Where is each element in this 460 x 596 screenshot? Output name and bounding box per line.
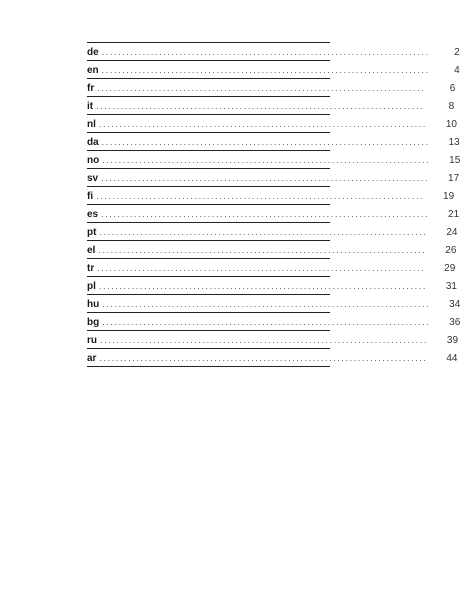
page-number: 6 [449, 83, 456, 94]
dot-leader: ................................................................................ [98, 281, 427, 291]
language-code: en [87, 65, 99, 76]
dot-leader: ................................................................................ [97, 83, 426, 93]
toc-entry-da[interactable] [87, 133, 460, 151]
page-number: 2 [454, 47, 460, 58]
table-of-contents [87, 42, 460, 367]
toc-entry-de[interactable] [87, 43, 460, 61]
language-code: bg [87, 317, 100, 328]
page-number: 13 [448, 137, 460, 148]
dot-leader: ................................................................................ [98, 245, 427, 255]
toc-entry-el[interactable] [87, 241, 457, 259]
page-number: 34 [449, 299, 460, 310]
toc-entry-es[interactable] [87, 205, 460, 223]
page-number: 29 [444, 263, 456, 274]
dot-leader: ................................................................................ [102, 317, 431, 327]
dot-leader: ................................................................................ [98, 119, 427, 129]
language-code: no [87, 155, 100, 166]
dot-leader: ................................................................................ [97, 263, 426, 273]
toc-entry-hu[interactable] [87, 295, 460, 313]
language-code: ar [87, 353, 97, 364]
page-number: 39 [446, 335, 459, 346]
toc-entry-bg[interactable] [87, 313, 460, 331]
page-number: 24 [446, 227, 458, 238]
page-number: 26 [445, 245, 457, 256]
page-number: 4 [454, 65, 460, 76]
page-number: 17 [448, 173, 460, 184]
toc-entry-nl[interactable] [87, 115, 457, 133]
dot-leader: ................................................................................ [99, 353, 428, 363]
toc-entry-sv[interactable] [87, 169, 460, 187]
dot-leader: ................................................................................ [101, 209, 430, 219]
language-code: fi [87, 191, 94, 202]
dot-leader: ................................................................................ [99, 227, 428, 237]
page-number: 10 [445, 119, 457, 130]
toc-entry-fi[interactable] [87, 187, 455, 205]
dot-leader: ................................................................................ [102, 299, 431, 309]
page-number: 44 [446, 353, 458, 364]
toc-entry-ru[interactable] [87, 331, 459, 349]
page-number: 31 [445, 281, 457, 292]
toc-entry-tr[interactable] [87, 259, 456, 277]
page-number: 19 [443, 191, 455, 202]
page-number: 15 [449, 155, 460, 166]
dot-leader: ................................................................................ [101, 137, 430, 147]
language-code: pl [87, 281, 96, 292]
toc-entry-ar[interactable] [87, 349, 458, 367]
toc-entry-pl[interactable] [87, 277, 457, 295]
language-code: it [87, 101, 94, 112]
toc-entry-fr[interactable] [87, 79, 456, 97]
language-code: tr [87, 263, 95, 274]
language-code: sv [87, 173, 99, 184]
page-number: 36 [449, 317, 460, 328]
dot-leader: ................................................................................ [96, 101, 425, 111]
dot-leader: ................................................................................ [101, 65, 430, 75]
page-number: 21 [448, 209, 460, 220]
dot-leader: ................................................................................ [100, 335, 429, 345]
dot-leader: ................................................................................ [96, 191, 425, 201]
language-code: es [87, 209, 99, 220]
language-code: de [87, 47, 99, 58]
dot-leader: ................................................................................ [101, 173, 430, 183]
toc-entry-en[interactable] [87, 61, 460, 79]
language-code: el [87, 245, 96, 256]
language-code: nl [87, 119, 96, 130]
language-code: fr [87, 83, 95, 94]
dot-leader: ................................................................................ [102, 155, 431, 165]
toc-entry-no[interactable] [87, 151, 460, 169]
language-code: da [87, 137, 99, 148]
page-number: 8 [448, 101, 455, 112]
toc-entry-pt[interactable] [87, 223, 458, 241]
language-code: pt [87, 227, 97, 238]
language-code: ru [87, 335, 97, 346]
toc-entry-it[interactable] [87, 97, 455, 115]
dot-leader: ................................................................................ [101, 47, 430, 57]
language-code: hu [87, 299, 100, 310]
